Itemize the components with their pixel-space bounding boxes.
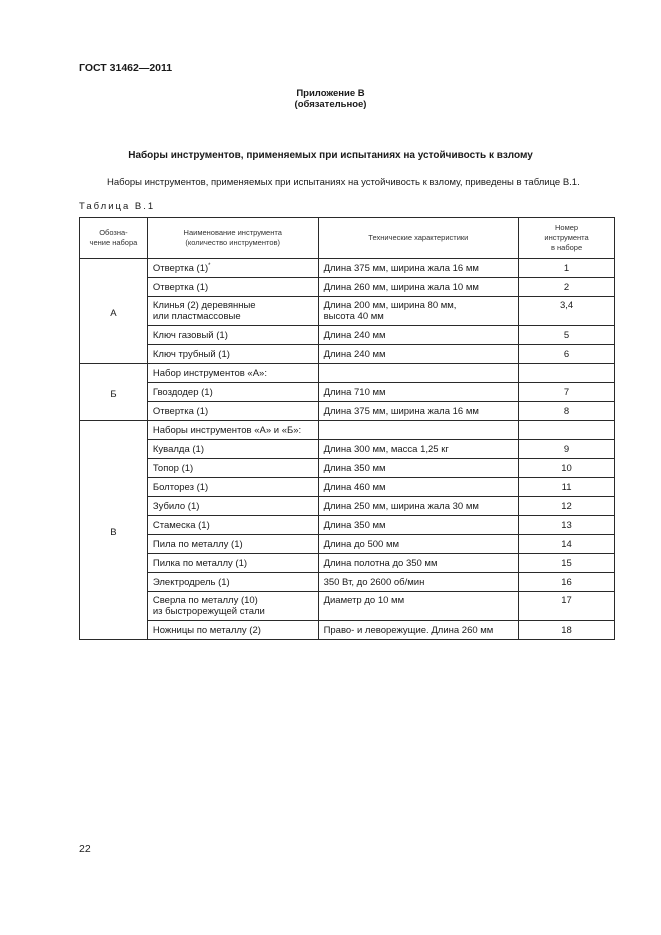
tool-number: 3,4 <box>519 297 615 326</box>
table-row <box>80 497 615 516</box>
tool-spec: Длина 240 мм <box>318 326 519 345</box>
tool-number: 12 <box>519 497 615 516</box>
tool-number: 10 <box>519 459 615 478</box>
tool-name: Набор инструментов «А»: <box>147 364 318 383</box>
tool-spec: 350 Вт, до 2600 об/мин <box>318 573 519 592</box>
footnote-mark: * <box>208 263 211 269</box>
tool-spec: Длина 260 мм, ширина жала 10 мм <box>318 278 519 297</box>
standard-code: ГОСТ 31462—2011 <box>79 62 173 74</box>
tool-name: Кувалда (1) <box>147 440 318 459</box>
tool-name: Отвертка (1) <box>152 263 209 274</box>
tool-name: Зубило (1) <box>147 497 318 516</box>
table-row <box>80 278 615 297</box>
tool-number: 6 <box>519 345 615 364</box>
tool-number: 14 <box>519 535 615 554</box>
annex-title: Приложение В <box>296 88 365 99</box>
tool-name: Сверла по металлу (10) из быстрорежущей стали <box>147 592 318 621</box>
tool-number: 1 <box>519 259 615 278</box>
tool-number: 16 <box>519 573 615 592</box>
tool-number: 7 <box>519 383 615 402</box>
tool-name: Стамеска (1) <box>147 516 318 535</box>
tool-number: 8 <box>519 402 615 421</box>
table-row <box>80 364 615 383</box>
tool-name: Отвертка (1) <box>147 278 318 297</box>
table-row <box>80 516 615 535</box>
table-row <box>80 326 615 345</box>
table-row <box>80 440 615 459</box>
tool-number: 15 <box>519 554 615 573</box>
tool-spec: Длина 300 мм, масса 1,25 кг <box>318 440 519 459</box>
tools-table <box>79 217 615 640</box>
tool-spec: Длина 250 мм, ширина жала 30 мм <box>318 497 519 516</box>
column-header-designation: Обозна- чение набора <box>80 218 148 259</box>
table-header-row <box>80 218 615 259</box>
tool-spec <box>318 421 519 440</box>
column-header-tool-name: Наименование инструмента (количество инструментов) <box>147 218 318 259</box>
tool-spec: Длина 200 мм, ширина 80 мм, высота 40 мм <box>318 297 519 326</box>
table-row <box>80 535 615 554</box>
tool-number: 2 <box>519 278 615 297</box>
annex-status: (обязательное) <box>294 99 367 110</box>
column-header-specs: Технические характеристики <box>318 218 519 259</box>
table-caption: Таблица В.1 <box>79 201 156 212</box>
tool-spec: Длина 375 мм, ширина жала 16 мм <box>318 402 519 421</box>
table-row <box>80 459 615 478</box>
tool-name: Ключ газовый (1) <box>147 326 318 345</box>
tool-name: Электродрель (1) <box>147 573 318 592</box>
table-body <box>80 259 615 640</box>
tool-name: Ключ трубный (1) <box>147 345 318 364</box>
tool-number: 18 <box>519 621 615 640</box>
tool-name: Гвоздодер (1) <box>147 383 318 402</box>
tool-name: Пила по металлу (1) <box>147 535 318 554</box>
column-header-number: Номер инструмента в наборе <box>519 218 615 259</box>
tool-spec: Длина 240 мм <box>318 345 519 364</box>
tool-spec: Длина 350 мм <box>318 459 519 478</box>
tool-spec: Длина 375 мм, ширина жала 16 мм <box>318 259 519 278</box>
table-row <box>80 402 615 421</box>
group-label-v: В <box>80 421 148 640</box>
tool-number: 9 <box>519 440 615 459</box>
tool-number <box>519 421 615 440</box>
tool-number: 5 <box>519 326 615 345</box>
tool-name: Ножницы по металлу (2) <box>147 621 318 640</box>
tool-spec: Длина до 500 мм <box>318 535 519 554</box>
tool-spec <box>318 364 519 383</box>
table-row <box>80 554 615 573</box>
table-row <box>80 478 615 497</box>
group-label-a: А <box>80 259 148 364</box>
tool-spec: Длина полотна до 350 мм <box>318 554 519 573</box>
table-row <box>80 592 615 621</box>
table-row <box>80 383 615 402</box>
page-number: 22 <box>79 843 91 855</box>
section-title: Наборы инструментов, применяемых при испытаниях на устойчивость к взлому <box>128 150 533 161</box>
table-row <box>80 259 615 278</box>
tool-number <box>519 364 615 383</box>
tool-name: Пилка по металлу (1) <box>147 554 318 573</box>
table-row <box>80 621 615 640</box>
table-row <box>80 345 615 364</box>
group-label-b: Б <box>80 364 148 421</box>
tool-name: Клинья (2) деревянные или пластмассовые <box>147 297 318 326</box>
tool-number: 13 <box>519 516 615 535</box>
tool-number: 11 <box>519 478 615 497</box>
table-row <box>80 421 615 440</box>
tool-spec: Длина 350 мм <box>318 516 519 535</box>
tool-name: Топор (1) <box>147 459 318 478</box>
tool-name: Болторез (1) <box>147 478 318 497</box>
tool-name: Наборы инструментов «А» и «Б»: <box>147 421 318 440</box>
intro-paragraph: Наборы инструментов, применяемых при испытаниях на устойчивость к взлому, приведены в таблице В.1. <box>107 177 580 188</box>
tool-number: 17 <box>519 592 615 621</box>
tool-spec: Право- и леворежущие. Длина 260 мм <box>318 621 519 640</box>
tool-spec: Диаметр до 10 мм <box>318 592 519 621</box>
table-row <box>80 573 615 592</box>
tool-name-cell <box>147 259 318 278</box>
tool-name: Отвертка (1) <box>147 402 318 421</box>
table-row <box>80 297 615 326</box>
tool-spec: Длина 710 мм <box>318 383 519 402</box>
tool-spec: Длина 460 мм <box>318 478 519 497</box>
